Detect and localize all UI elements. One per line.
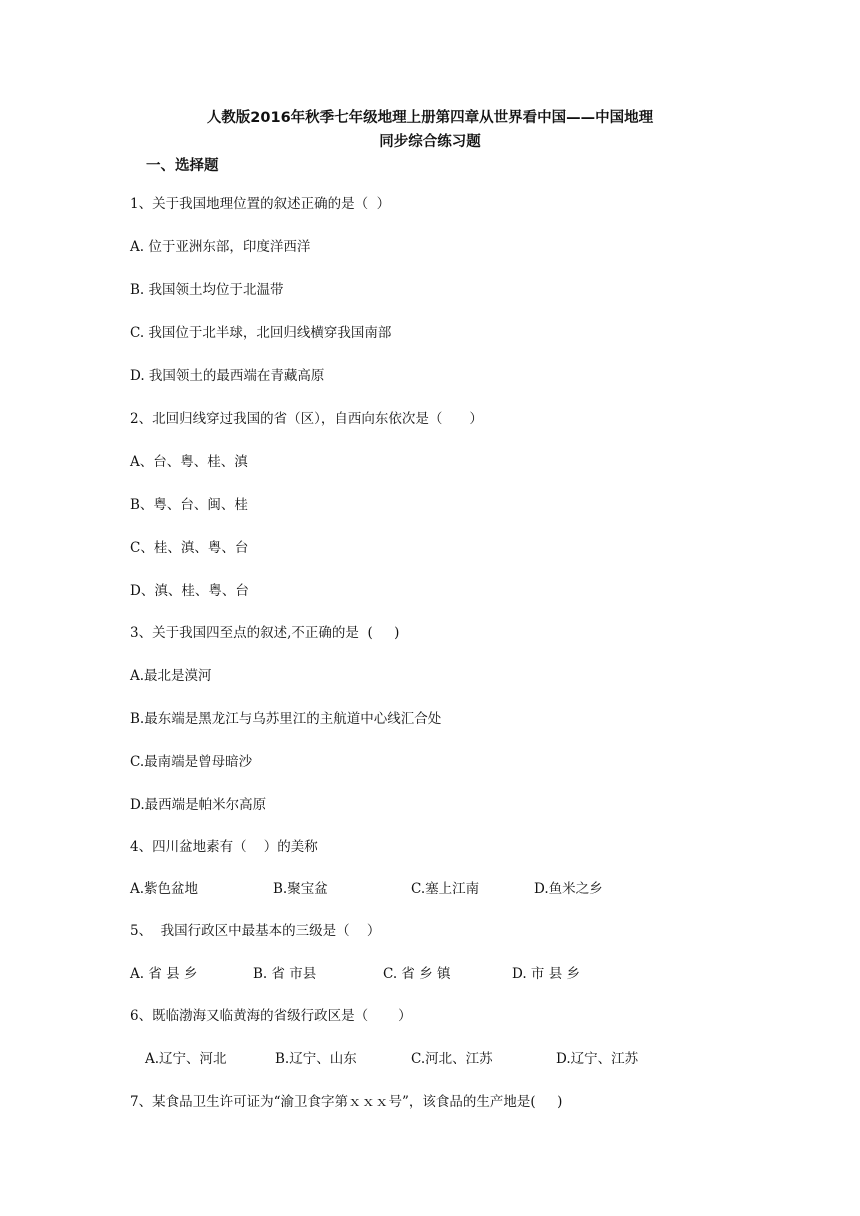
question-4-option-d: D.鱼米之乡 — [534, 881, 603, 897]
question-2-option-c: C、桂、滇、粤、台 — [130, 540, 249, 556]
question-2-option-a: A、台、粤、桂、滇 — [130, 454, 248, 470]
question-3-option-a: A.最北是漠河 — [130, 668, 212, 684]
question-1-option-c: C. 我国位于北半球，北回归线横穿我国南部 — [130, 325, 392, 341]
question-6-option-d: D.辽宁、江苏 — [556, 1051, 639, 1067]
question-5-option-d: D. 市 县 乡 — [512, 966, 581, 982]
question-6-option-c: C.河北、江苏 — [411, 1051, 493, 1067]
question-4-stem: 4、四川盆地素有（ ）的美称 — [130, 839, 318, 855]
question-1-option-a: A. 位于亚洲东部，印度洋西洋 — [130, 239, 311, 255]
question-4-option-c: C.塞上江南 — [411, 881, 480, 897]
document-title-line-1: 人教版2016年秋季七年级地理上册第四章从世界看中国——中国地理 — [206, 110, 654, 126]
question-7-stem: 7、某食品卫生许可证为“渝卫食字第ｘｘｘ号”，该食品的生产地是( ) — [130, 1094, 563, 1110]
question-3-stem: 3、关于我国四至点的叙述,不正确的是 ( ) — [130, 625, 400, 641]
question-3-option-c: C.最南端是曾母暗沙 — [130, 754, 253, 770]
question-4-option-a: A.紫色盆地 — [130, 881, 199, 897]
question-2-stem: 2、北回归线穿过我国的省（区），自西向东依次是（ ） — [130, 411, 483, 427]
question-1-option-b: B. 我国领土均位于北温带 — [130, 282, 284, 298]
section-heading: 一、选择题 — [146, 158, 219, 174]
question-5-option-b: B. 省 市县 — [253, 966, 317, 982]
document-title-line-2: 同步综合练习题 — [379, 134, 481, 150]
question-1-option-d: D. 我国领土的最西端在青藏高原 — [130, 368, 325, 384]
question-1-stem: 1、关于我国地理位置的叙述正确的是（ ） — [130, 196, 391, 212]
question-6-option-b: B.辽宁、山东 — [275, 1051, 357, 1067]
question-5-option-a: A. 省 县 乡 — [130, 966, 198, 982]
question-5-option-c: C. 省 乡 镇 — [383, 966, 451, 982]
question-3-option-d: D.最西端是帕米尔高原 — [130, 797, 267, 813]
question-6-stem: 6、既临渤海又临黄海的省级行政区是（ ） — [130, 1008, 412, 1024]
question-2-option-b: B、粤、台、闽、桂 — [130, 497, 248, 513]
question-4-option-b: B.聚宝盆 — [273, 881, 328, 897]
question-2-option-d: D、滇、桂、粤、台 — [130, 583, 249, 599]
question-6-option-a: A.辽宁、河北 — [145, 1051, 227, 1067]
question-5-stem: 5、 我国行政区中最基本的三级是（ ） — [130, 923, 381, 939]
question-3-option-b: B.最东端是黑龙江与乌苏里江的主航道中心线汇合处 — [130, 711, 442, 727]
